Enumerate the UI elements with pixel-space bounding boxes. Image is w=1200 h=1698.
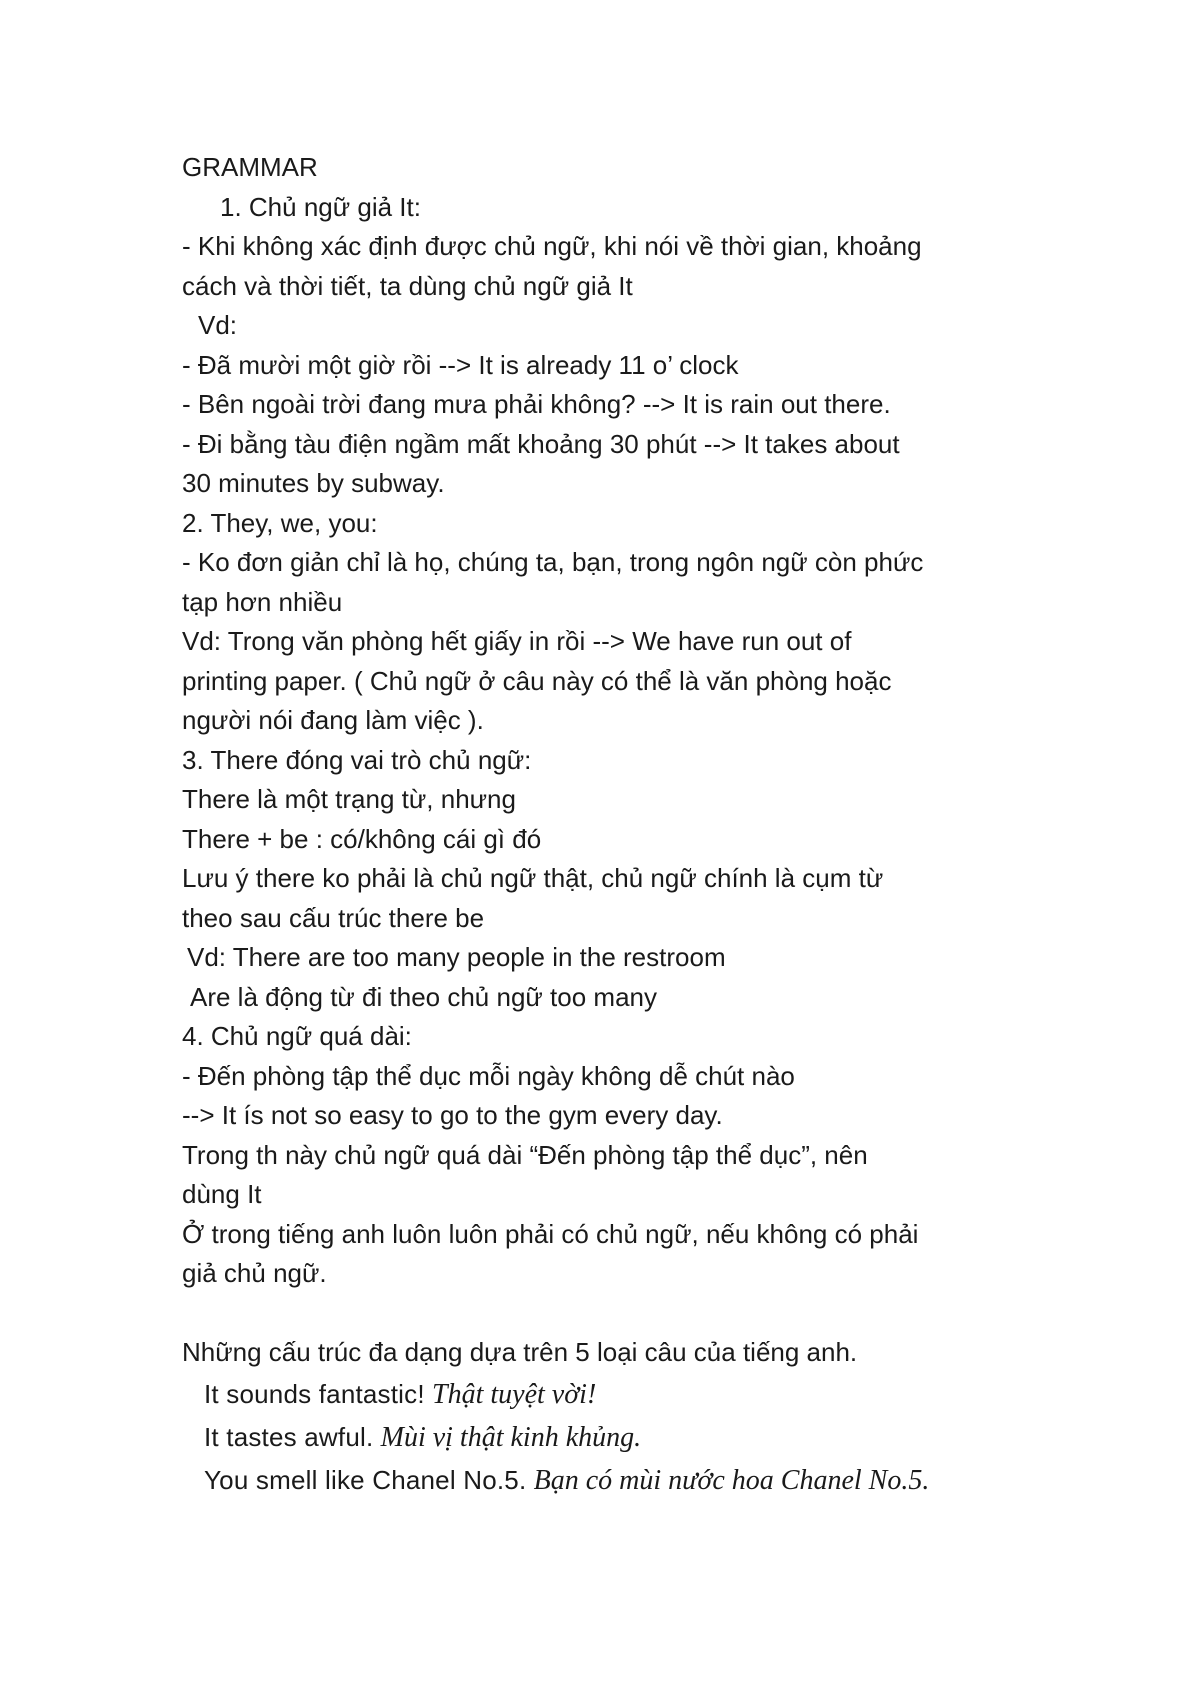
section-3-note: Are là động từ đi theo chủ ngữ too many [190, 981, 657, 1012]
section-2-vd-line-1: Vd: Trong văn phòng hết giấy in rồi --> We have run out of [182, 626, 852, 656]
example-english: You smell like Chanel No.5. [204, 1464, 527, 1495]
section-4-line-2: --> It ís not so easy to go to the gym every day. [182, 1100, 723, 1130]
section-2-heading: 2. They, we, you: [182, 507, 378, 538]
structure-example-1 [182, 1373, 1062, 1416]
structure-example-2 [182, 1416, 1062, 1459]
section-1-heading: 1. Chủ ngữ giả It: [220, 191, 421, 222]
example-english: It sounds fantastic! [204, 1378, 425, 1409]
section-4-line-4-part-2: giả chủ ngữ. [182, 1258, 327, 1288]
example-vietnamese: Bạn có mùi nước hoa Chanel No.5. [533, 1464, 930, 1496]
example-vietnamese: Mùi vị thật kinh khủng. [380, 1421, 642, 1453]
section-2-desc-line-2: tạp hơn nhiều [182, 586, 343, 617]
structures-intro: Những cấu trúc đa dạng dựa trên 5 loại câu của tiếng anh. [182, 1337, 858, 1367]
section-2-desc-line-1: - Ko đơn giản chỉ là họ, chúng ta, bạn, trong ngôn ngữ còn phức [182, 547, 924, 577]
document-content [182, 148, 1062, 1502]
section-1-example-3-line-2: 30 minutes by subway. [182, 468, 445, 498]
section-1-desc-line-2: cách và thời tiết, ta dùng chủ ngữ giả It [182, 270, 633, 301]
section-4-line-3-part-1: Trong th này chủ ngữ quá dài “Đến phòng tập thể dục”, nên [182, 1139, 868, 1170]
section-4-line-4-part-1: Ở trong tiếng anh luôn luôn phải có chủ ngữ, nếu không có phải [182, 1218, 919, 1249]
section-2-vd-line-3: người nói đang làm việc ). [182, 705, 484, 735]
blank-spacer [182, 1294, 1062, 1334]
section-4-heading: 4. Chủ ngữ quá dài: [182, 1021, 412, 1051]
section-4-line-3-part-2: dùng It [182, 1179, 262, 1209]
section-1-example-2: - Bên ngoài trời đang mưa phải không? --> It is rain out there. [182, 389, 891, 419]
section-1-example-1: - Đã mười một giờ rồi --> It is already 11 o’ clock [182, 349, 739, 380]
section-1-example-3-line-1: - Đi bằng tàu điện ngầm mất khoảng 30 phút --> It takes about [182, 428, 900, 459]
section-3-line-3-part-2: theo sau cấu trúc there be [182, 902, 485, 933]
section-3-line-2: There + be : có/không cái gì đó [182, 823, 542, 854]
section-4-line-1: - Đến phòng tập thể dục mỗi ngày không dễ chút nào [182, 1060, 795, 1091]
example-vietnamese: Thật tuyệt vời! [432, 1378, 597, 1410]
section-3-vd: Vd: There are too many people in the restroom [187, 942, 726, 972]
section-1-vd-label: Vd: [198, 310, 238, 340]
page-title: GRAMMAR [182, 152, 318, 182]
section-1-desc-line-1: - Khi không xác định được chủ ngữ, khi nói về thời gian, khoảng [182, 231, 922, 261]
section-2-vd-line-2: printing paper. ( Chủ ngữ ở câu này có thể là văn phòng hoặc [182, 665, 892, 696]
section-3-line-1: There là một trạng từ, nhưng [182, 784, 516, 814]
structure-example-3 [182, 1459, 1062, 1502]
section-3-line-3-part-1: Lưu ý there ko phải là chủ ngữ thật, chủ ngữ chính là cụm từ [182, 863, 884, 893]
example-english: It tastes awful. [204, 1421, 374, 1452]
section-3-heading: 3. There đóng vai trò chủ ngữ: [182, 744, 532, 775]
